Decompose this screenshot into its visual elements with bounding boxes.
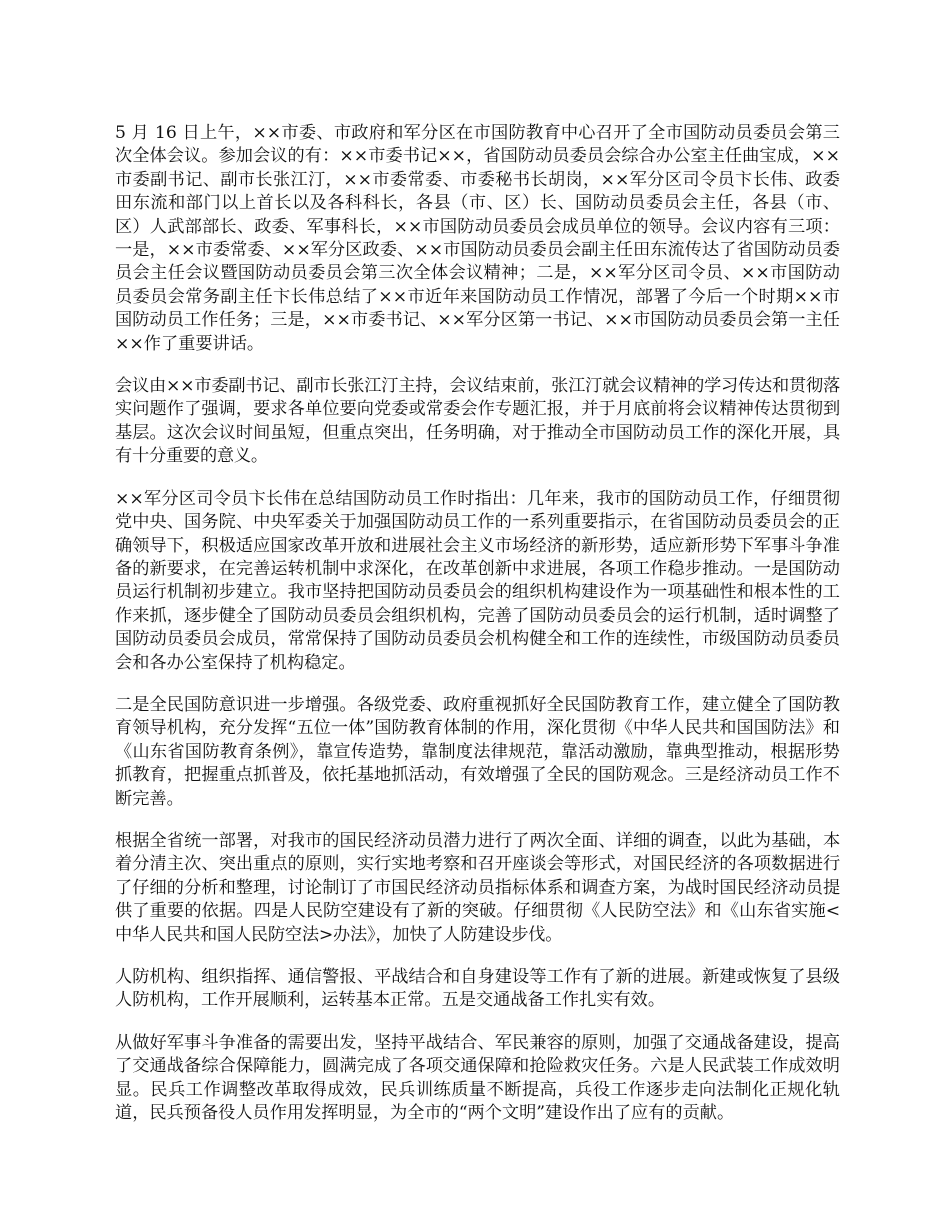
paragraph-civil-air-defense: 人防机构、组织指挥、通信警报、平战结合和自身建设等工作有了新的进展。新建或恢复了县级人防机构，工作开展顺利，运转基本正常。五是交通战备工作扎实有效。 [115,967,840,1011]
document-body [115,122,840,1144]
paragraph-economic-mobilization: 根据全省统一部署，对我市的国民经济动员潜力进行了两次全面、详细的调查，以此为基础，本着分清主次、突出重点的原则，实行实地考察和召开座谈会等形式，对国民经济的各项数据进行了仔细的分析和整理，讨论制订了市国民经济动员指标体系和调查方案，为战时国民经济动员提供了重要的依据。四是人民防空建设有了新的突破。仔细贯彻《人民防空法》和《山东省实施<中华人民共和国人民防空法>办法》，加快了人防建设步伐。 [115,830,840,945]
paragraph-meeting-chair: 会议由××市委副书记、副市长张江汀主持，会议结束前，张江汀就会议精神的学习传达和贯彻落实问题作了强调，要求各单位要向党委或常委会作专题汇报，并于月底前将会议精神传达贯彻到基层。这次会议时间虽短，但重点突出，任务明确，对于推动全市国防动员工作的深化开展，具有十分重要的意义。 [115,376,840,467]
paragraph-meeting-summary: 5 月 16 日上午，××市委、市政府和军分区在市国防教育中心召开了全市国防动员委员会第三次全体会议。参加会议的有：××市委书记××，省国防动员委员会综合办公室主任曲宝成，××市委副书记、副市长张江汀，××市委常委、市委秘书长胡岗，××军分区司令员卞长伟、政委田东流和部门以上首长以及各科科长，各县（市、区）长、国防动员委员会主任，各县（市、区）人武部部长、政委、军事科长，××市国防动员委员会成员单位的领导。会议内容有三项：一是，××市委常委、××军分区政委、××市国防动员委员会副主任田东流传达了省国防动员委员会主任会议暨国防动员委员会第三次全体会议精神；二是，××军分区司令员、××市国防动员委员会常务副主任卞长伟总结了××市近年来国防动员工作情况，部署了今后一个时期××市国防动员工作任务；三是，××市委书记、××军分区第一书记、××市国防动员委员会第一主任××作了重要讲话。 [115,123,840,354]
paragraph-national-defense-awareness: 二是全民国防意识进一步增强。各级党委、政府重视抓好全民国防教育工作，建立健全了国防教育领导机构，充分发挥“五位一体”国防教育体制的作用，深化贯彻《中华人民共和国国防法》和《山东省国防教育条例》，靠宣传造势，靠制度法律规范，靠活动激励，靠典型推动，根据形势抓教育，把握重点抓普及，依托基地抓活动，有效增强了全民的国防观念。三是经济动员工作不断完善。 [115,694,840,809]
paragraph-work-summary: ××军分区司令员卞长伟在总结国防动员工作时指出：几年来，我市的国防动员工作，仔细贯彻党中央、国务院、中央军委关于加强国防动员工作的一系列重要指示，在省国防动员委员会的正确领导下，积极适应国家改革开放和进展社会主义市场经济的新形势，适应新形势下军事斗争准备的新要求，在完善运转机制中求深化，在改革创新中求进展，各项工作稳步推动。一是国防动员运行机制初步建立。我市坚持把国防动员委员会的组织机构建设作为一项基础性和根本性的工作来抓，逐步健全了国防动员委员会组织机构，完善了国防动员委员会的运行机制，适时调整了国防动员委员会成员，常常保持了国防动员委员会机构健全和工作的连续性，市级国防动员委员会和各办公室保持了机构稳定。 [115,488,840,673]
paragraph-traffic-readiness: 从做好军事斗争准备的需要出发，坚持平战结合、军民兼容的原则，加强了交通战备建设，提高了交通战备综合保障能力，圆满完成了各项交通保障和抢险救灾任务。六是人民武装工作成效明显。民兵工作调整改革取得成效，民兵训练质量不断提高，兵役工作逐步走向法制化正规化轨道，民兵预备役人员作用发挥明显，为全市的“两个文明”建设作出了应有的贡献。 [115,1032,840,1124]
